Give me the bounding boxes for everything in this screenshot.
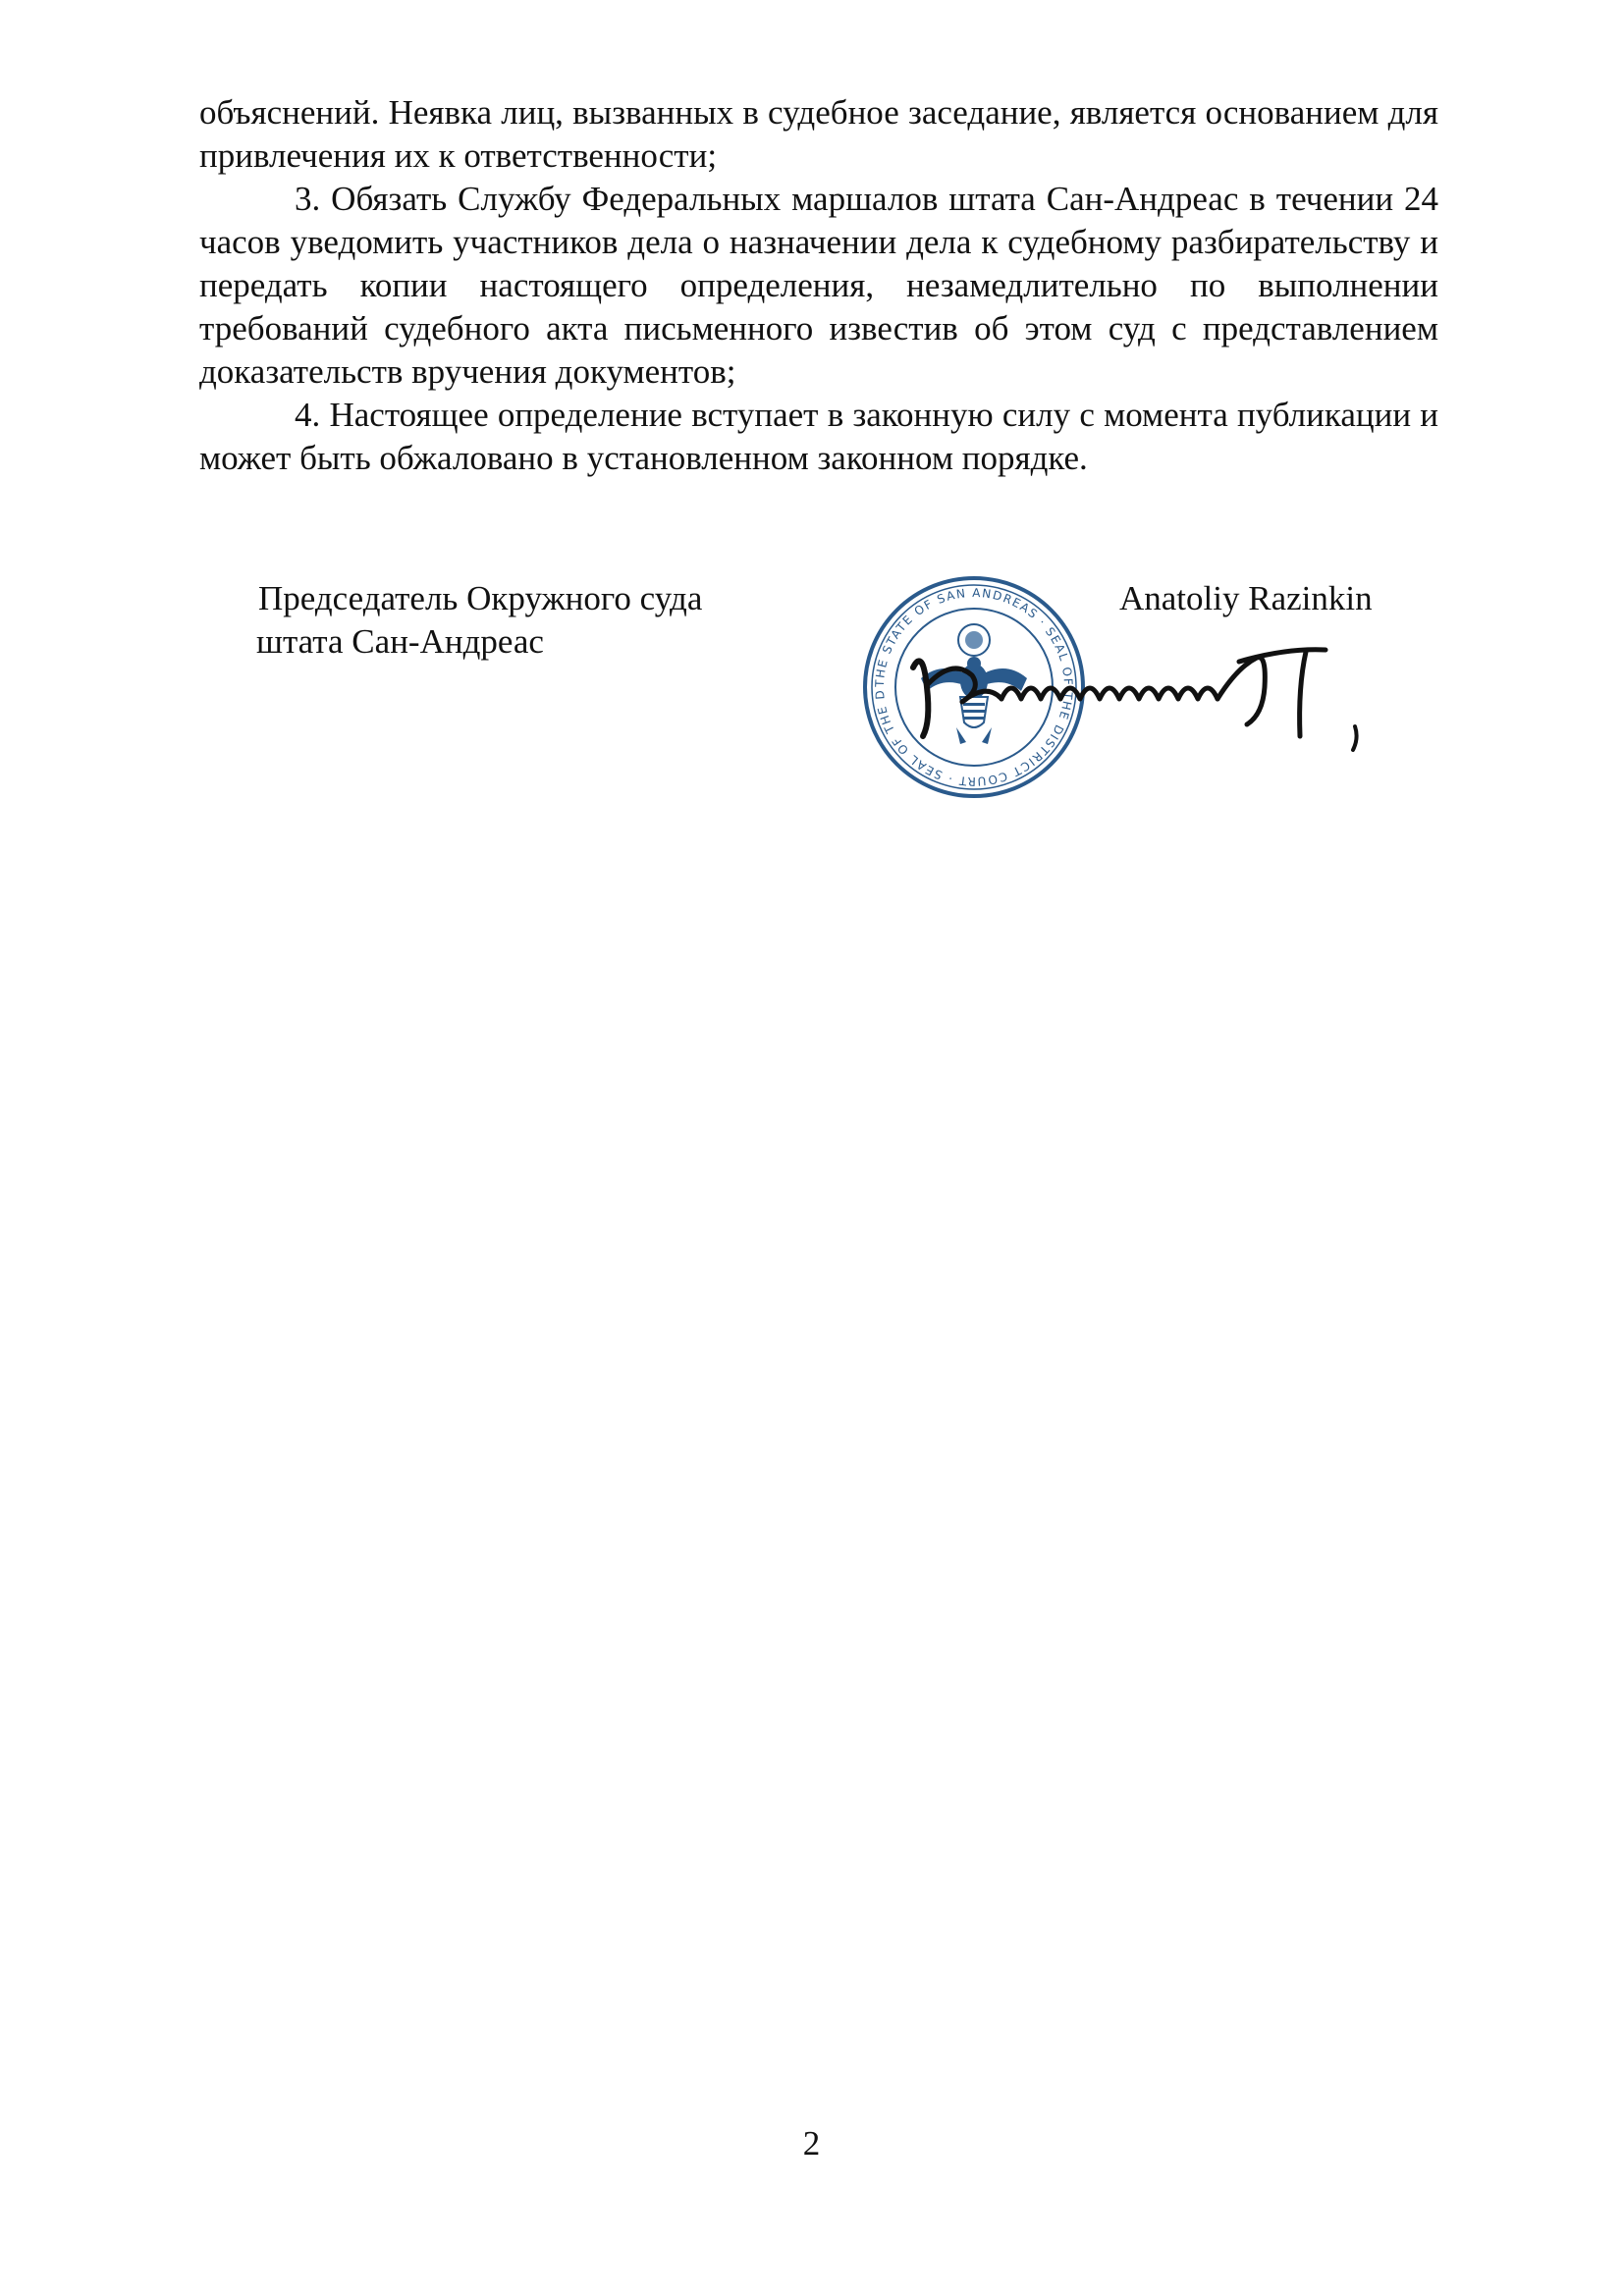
paragraph-item-3: 3. Обязать Службу Федеральных маршалов штата Сан-Андреас в течении 24 часов уведомить участников дела о назначении дела к судебному разбирательству и передать копии настоящего определения, незамедлительно по выполнении требований судебного акта письменного известив об этом суд с представлением доказательств вручения документов;	[199, 180, 1438, 391]
handwritten-signature	[893, 628, 1414, 766]
signatory-title-line2: штата Сан-Андреас	[256, 622, 544, 661]
paragraph-item-4: 4. Настоящее определение вступает в законную силу с момента публикации и может быть обжаловано в установленном законном порядке.	[199, 396, 1438, 477]
page-number: 2	[802, 2124, 821, 2163]
signatory-title	[258, 577, 702, 664]
signatory-title-line1: Председатель Окружного суда	[258, 579, 703, 617]
document-body	[199, 91, 1438, 480]
paragraph-continuation: объяснений. Неявка лиц, вызванных в судебное заседание, является основанием для привлечения их к ответственности;	[199, 93, 1438, 175]
signatory-name: Anatoliy Razinkin	[1119, 579, 1373, 617]
seal-outer-text: THE STATE OF SAN ANDREAS · SEAL OF THE DISTRICT COURT · SEAL OF THE D	[872, 585, 1076, 789]
